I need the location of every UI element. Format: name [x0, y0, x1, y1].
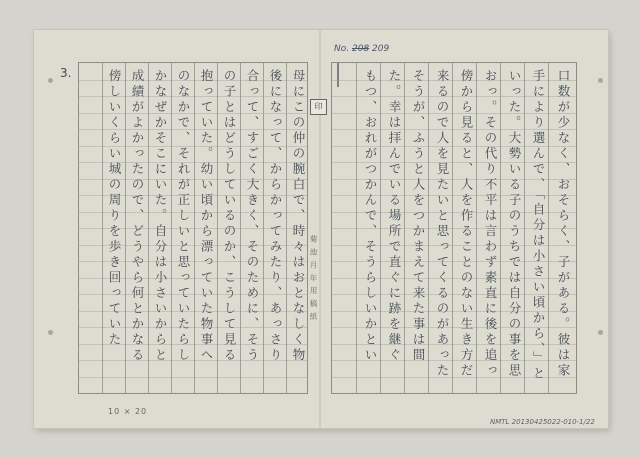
right-column-8: た。幸は拝んでいる場所で直ぐに跡を継ぐ: [387, 69, 402, 364]
grid-cell-line: [79, 245, 307, 246]
left-column-3: 合って、すごく大きく、そのために、そう: [245, 69, 260, 364]
grid-cell-line: [332, 162, 576, 163]
grid-cell-line: [332, 80, 576, 81]
right-manuscript-grid: [331, 62, 577, 394]
grid-cell-line: [332, 327, 576, 328]
grid-cell-line: [79, 344, 307, 345]
left-manuscript-grid: [78, 62, 308, 394]
right-column-6: 来るので人を見たいと思ってくるのがあった: [435, 69, 450, 379]
page-number-value: 209: [372, 44, 390, 54]
grid-cell-line: [332, 195, 576, 196]
punch-hole: [48, 330, 53, 335]
right-column-3: いった。大勢いる子のうちでは自分の事を思: [507, 69, 522, 379]
left-column-5: 抱っていた。幼い頃から漂っていた物事へ: [199, 69, 214, 364]
punch-hole: [598, 330, 603, 335]
grid-cell-line: [79, 179, 307, 180]
grid-cell-line: [332, 212, 576, 213]
grid-cell-line: [79, 80, 307, 81]
grid-cell-line: [332, 113, 576, 114]
paper-maker-imprint: 菊 池 月 年 用 稿 紙: [309, 235, 318, 322]
grid-cell-line: [79, 377, 307, 378]
grid-cell-line: [79, 228, 307, 229]
margin-number: 3.: [60, 66, 72, 80]
left-column-6: のなかで、それが正しいと思っていたらし: [176, 69, 191, 364]
grid-cell-line: [79, 294, 307, 295]
grid-cell-line: [332, 179, 576, 180]
grid-cell-line: [79, 96, 307, 97]
grid-cell-line: [332, 228, 576, 229]
left-column-4: の子とはどうしているのか、こうして見る: [222, 69, 237, 364]
grid-cell-line: [332, 278, 576, 279]
grid-cell-line: [79, 360, 307, 361]
left-column-9: 傍しいくらい城の周りを歩き回っていた: [107, 69, 122, 348]
seal-stamp: 印: [310, 99, 327, 115]
grid-cell-line: [332, 294, 576, 295]
left-column-2: 後になって、からかってみたり、あっさり: [268, 69, 283, 364]
grid-cell-line: [332, 261, 576, 262]
page-number-prefix: No.: [334, 44, 350, 54]
right-column-5: 傍から見ると、人を作ることのない生き方だ: [459, 69, 474, 379]
grid-cell-line: [79, 129, 307, 130]
grid-cell-line: [332, 146, 576, 147]
grid-cell-line: [79, 212, 307, 213]
grid-cell-line: [79, 162, 307, 163]
grid-cell-line: [332, 377, 576, 378]
page-fold: [319, 30, 321, 428]
right-column-9: もつ、おれがつかんで、そうらしいかとい: [363, 69, 378, 364]
right-column-1: 口数が少なく、おそらく、子がある。彼は家: [556, 69, 571, 379]
grid-cell-line: [79, 261, 307, 262]
grid-cell-line: [79, 327, 307, 328]
left-column-8: 成績がよかったので、どうやら何とかなる: [130, 69, 145, 364]
grid-cell-line: [79, 278, 307, 279]
grid-cell-line: [332, 96, 576, 97]
punch-hole: [48, 78, 53, 83]
left-column-1: 母にこの仲の腕白で、時々はおとなしく物: [291, 69, 306, 364]
manuscript-page-number: [334, 44, 389, 54]
left-column-7: かなぜかそこにいた。自分は小さいからと: [153, 69, 168, 364]
grid-cell-line: [332, 360, 576, 361]
right-column-7: そうが、ふうと人をつかまえて来た事は間: [411, 69, 426, 364]
right-column-2: 手により選んで、「自分は小さい頃から、」と: [531, 69, 546, 382]
punch-hole: [598, 78, 603, 83]
grid-cell-line: [332, 344, 576, 345]
grid-cell-line: [79, 113, 307, 114]
grid-cell-line: [332, 311, 576, 312]
archive-id-label: NMTL 20130425022-010-1/22: [490, 418, 595, 426]
page-number-struck: 208: [351, 44, 370, 54]
grid-size-label: 10 × 20: [108, 407, 148, 416]
grid-cell-line: [332, 245, 576, 246]
grid-cell-line: [79, 146, 307, 147]
grid-cell-line: [332, 129, 576, 130]
grid-cell-line: [79, 311, 307, 312]
grid-cell-line: [79, 195, 307, 196]
right-column-4: おっ。その代り不平は言わず素直に後を追っ: [483, 69, 498, 379]
